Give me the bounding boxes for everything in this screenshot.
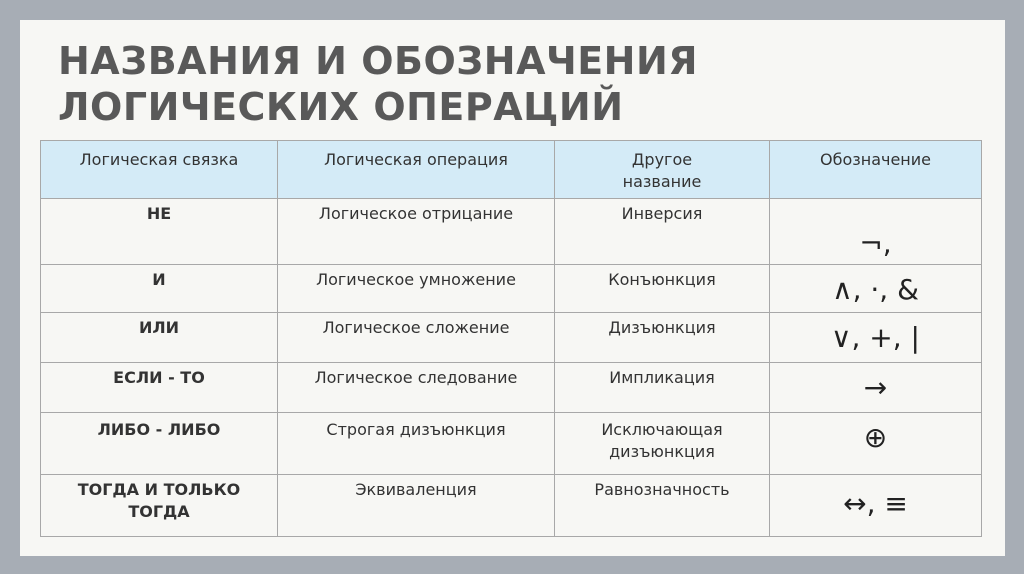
table-row: [41, 265, 982, 313]
cell-operation: Строгая дизъюнкция: [278, 413, 555, 475]
cell-other-name: Импликация: [555, 363, 770, 413]
cell-connective: И: [41, 265, 278, 313]
cell-connective: ЕСЛИ - ТО: [41, 363, 278, 413]
cell-other-name: Инверсия: [555, 199, 770, 265]
cell-notation: [770, 413, 982, 475]
table-header-row: [41, 141, 982, 199]
cell-notation: [770, 199, 982, 265]
title-line-2: ЛОГИЧЕСКИХ ОПЕРАЦИЙ: [58, 85, 624, 129]
header-operation: Логическая операция: [278, 141, 555, 199]
table-row: [41, 313, 982, 363]
cell-notation: [770, 475, 982, 537]
cell-operation: Логическое следование: [278, 363, 555, 413]
header-other-name: Другое название: [555, 141, 770, 199]
notation-symbol: ∨, +, |: [831, 321, 920, 354]
notation-symbol: ↔, ≡: [843, 487, 908, 520]
table-row: [41, 413, 982, 475]
notation-symbol: ¬,: [859, 227, 892, 260]
cell-other-name: Равнозначность: [555, 475, 770, 537]
notation-symbol: ∧, ·, &: [832, 273, 919, 306]
table-row: [41, 199, 982, 265]
cell-operation: Логическое сложение: [278, 313, 555, 363]
table-row: [41, 363, 982, 413]
page-title: [58, 38, 958, 130]
title-line-1: НАЗВАНИЯ И ОБОЗНАЧЕНИЯ: [58, 39, 699, 83]
notation-symbol: ⊕: [863, 421, 888, 454]
header-connective: Логическая связка: [41, 141, 278, 199]
cell-operation: Эквиваленция: [278, 475, 555, 537]
cell-connective: ТОГДА И ТОЛЬКО ТОГДА: [41, 475, 278, 537]
cell-other-name: Дизъюнкция: [555, 313, 770, 363]
cell-other-name: Конъюнкция: [555, 265, 770, 313]
cell-notation: [770, 313, 982, 363]
header-notation: Обозначение: [770, 141, 982, 199]
slide: [20, 20, 1005, 556]
cell-other-name: Исключающая дизъюнкция: [555, 413, 770, 475]
notation-symbol: →: [863, 371, 888, 404]
cell-operation: Логическое отрицание: [278, 199, 555, 265]
cell-notation: [770, 363, 982, 413]
cell-connective: ИЛИ: [41, 313, 278, 363]
cell-connective: ЛИБО - ЛИБО: [41, 413, 278, 475]
logic-operations-table: [40, 140, 982, 537]
cell-operation: Логическое умножение: [278, 265, 555, 313]
cell-notation: [770, 265, 982, 313]
table-row: [41, 475, 982, 537]
cell-connective: НЕ: [41, 199, 278, 265]
